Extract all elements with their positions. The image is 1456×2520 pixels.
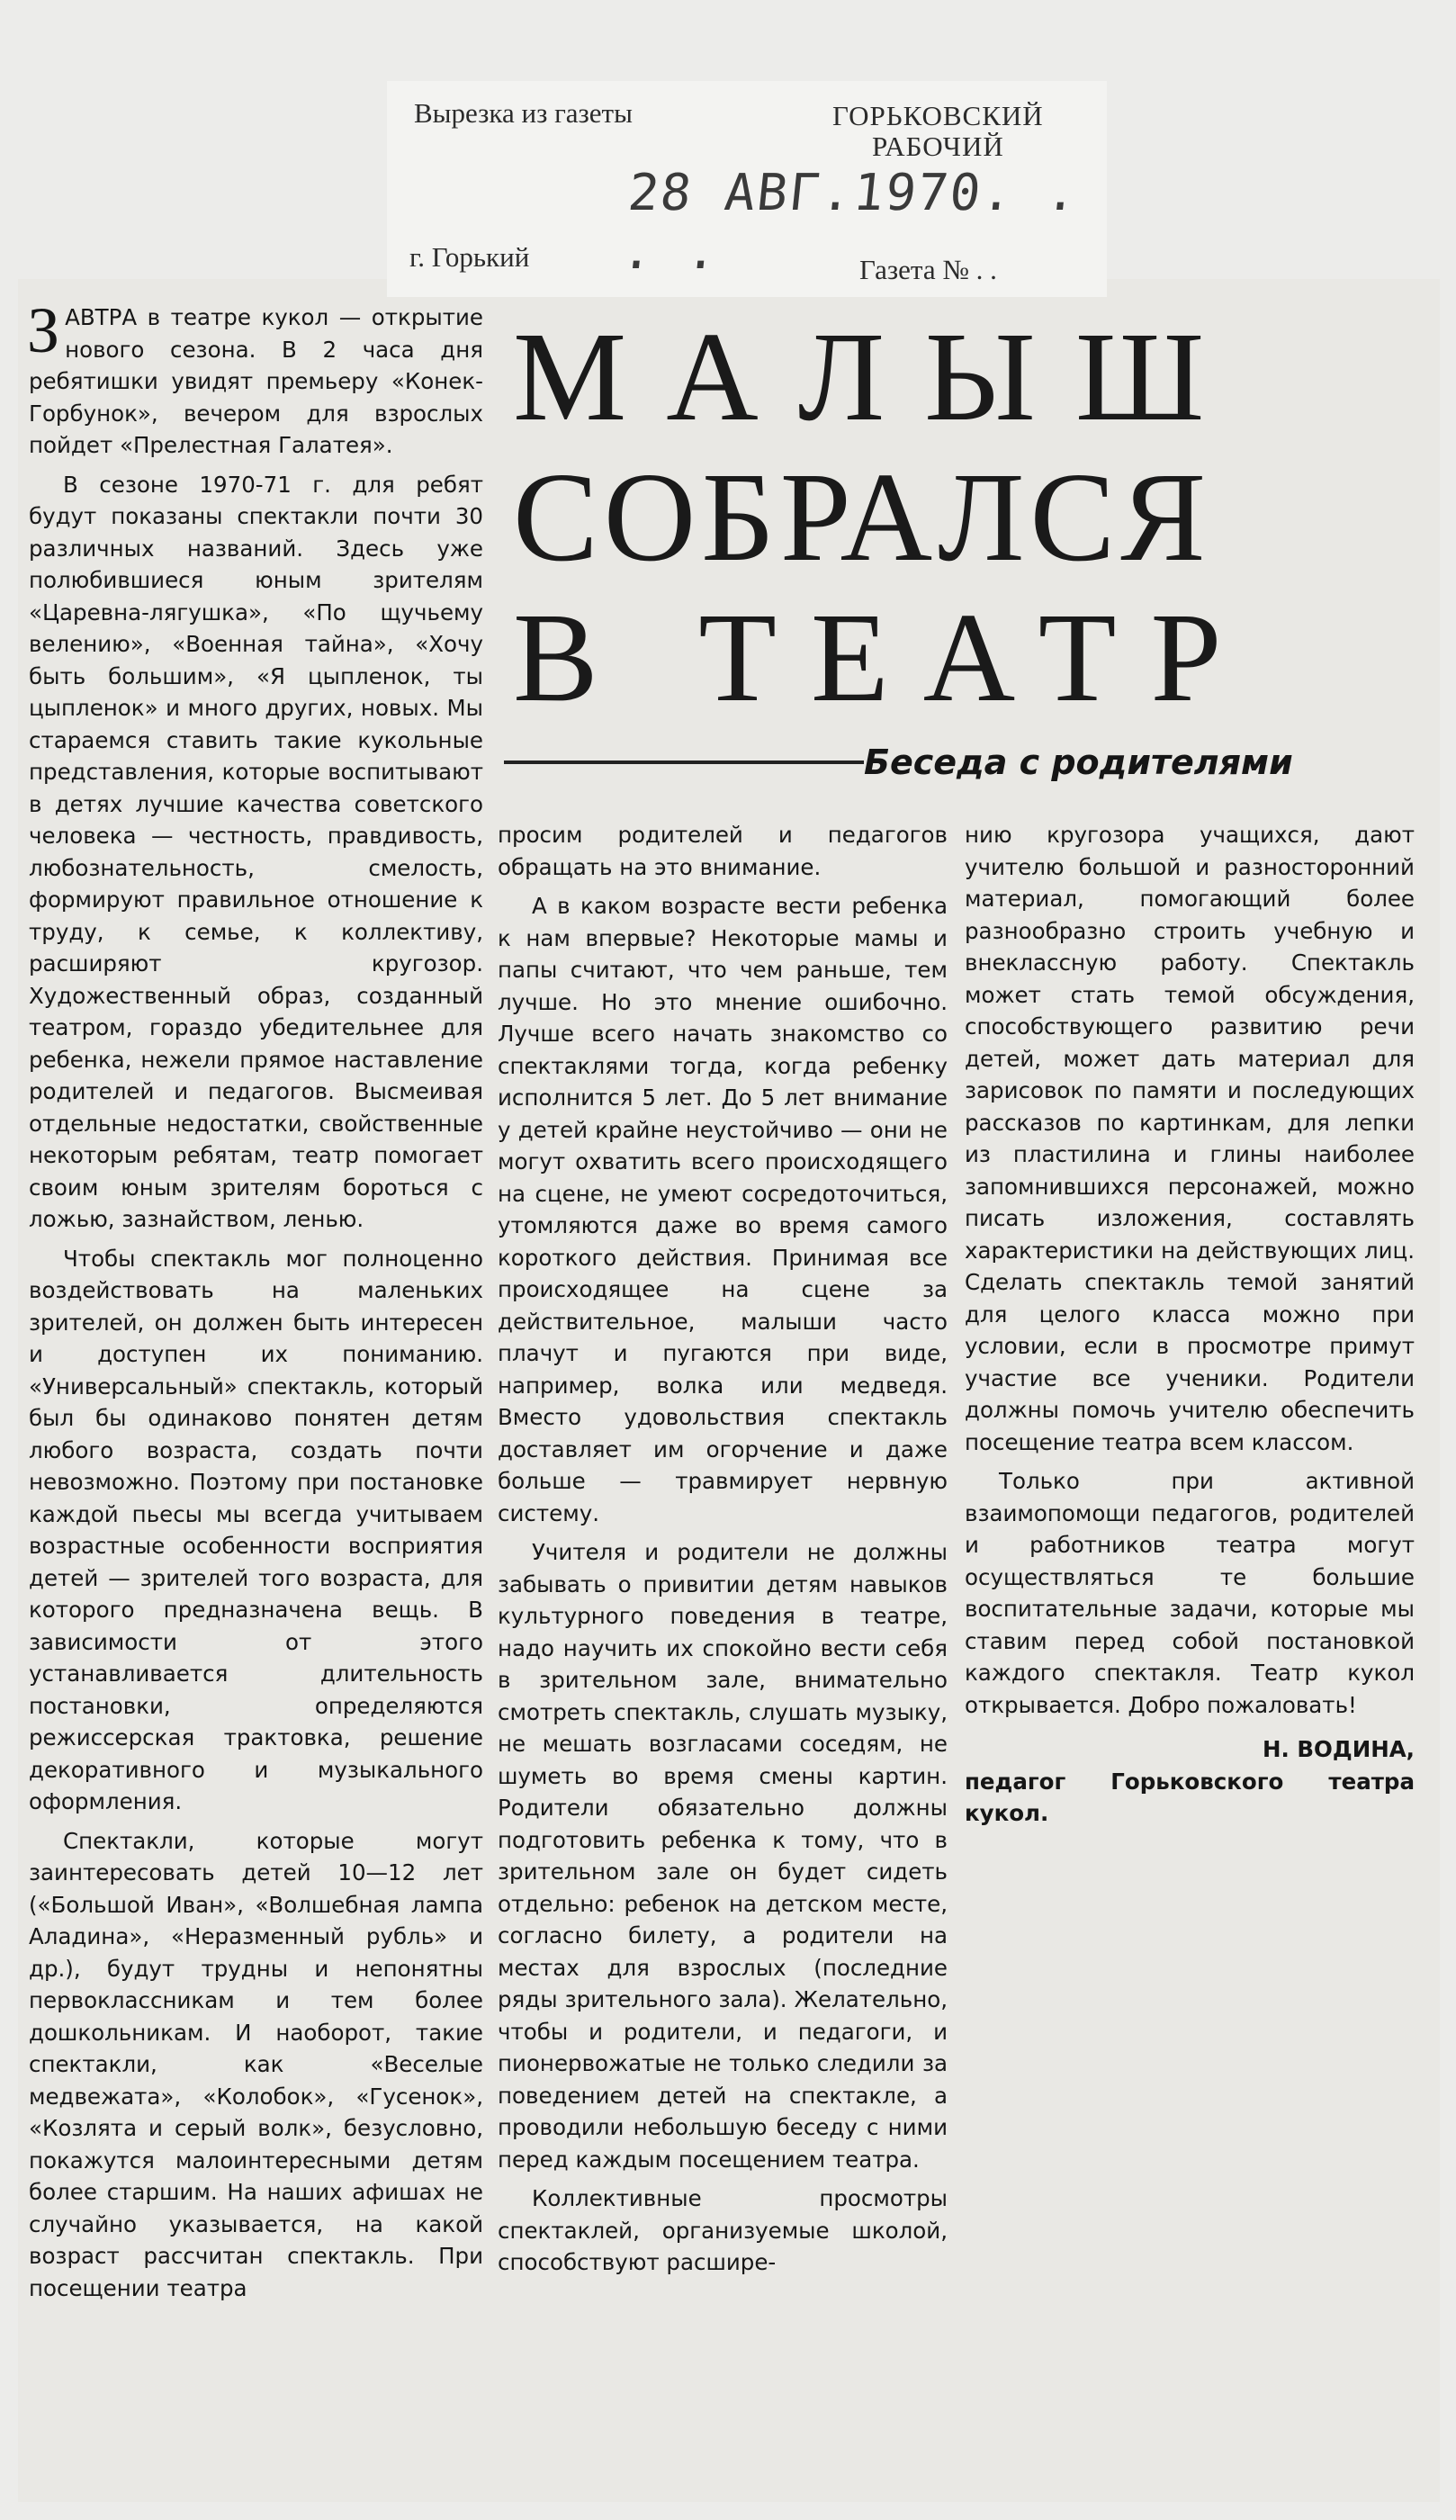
headline-line3: В ТЕАТР: [513, 586, 1256, 728]
headline-line1: МАЛЫШ: [513, 305, 1245, 447]
newspaper-name-line1: ГОРЬКОВСКИЙ: [832, 100, 1044, 131]
headline-block: [495, 292, 1440, 796]
col3-paragraph-1: нию кругозора учащихся, дают учителю большой и разносторонний материал, помогающий более разнообразно строить учебную и внеклассную работу. Спектакль может стать темой обсуждения, способствующего развитию речи детей, может дать материал для зарисовок по памяти и последующих рассказов по картинкам, для лепки из пластилина и глины наиболее запомнившихся персонажей, можно писать изложения, составлять характеристики на действующих лиц. Сделать спектакль темой занятий для целого класса можно при условии, если в просмотре примут участие все ученики. Родители должны помочь учителю обеспечить посещение театра всем классом.: [965, 822, 1415, 1455]
newspaper-name-line2: РАБОЧИЙ: [871, 130, 1004, 162]
stamp-date: 28 АВГ.1970. . . .: [619, 164, 1082, 281]
city-label: г. Горький: [409, 241, 530, 273]
col3-paragraph-2: Только при активной взаимопомощи педагогов, родителей и работников театра могут осуществляться те большие воспитательные задачи, которые мы ставим перед собой постановкой каждого спектакля. Театр кукол открывается. Добро пожаловать!: [965, 1468, 1415, 1718]
subheading: Беседа с родителями: [864, 742, 1293, 782]
subhead-rule: [504, 760, 864, 764]
col1-p1-text: АВТРА в театре кукол — открытие нового сезона. В 2 часа дня ребятишки увидят премьеру «Конек-Горбунок», вечером для взрослых пойдет «Прелестная Галатея».: [29, 304, 483, 458]
author-title: педагог Горьковского театра кукол.: [965, 1768, 1415, 1826]
column-2: [498, 819, 948, 2286]
col2-paragraph-1: просим родителей и педагогов обращать на это внимание.: [498, 822, 948, 880]
headline-line2: СОБРАЛСЯ: [513, 446, 1211, 588]
column-1: [27, 294, 483, 2311]
drop-cap: З: [27, 294, 60, 366]
col2-paragraph-3: Учителя и родители не должны забывать о привитии детям навыков культурного поведения в театре, надо научить их спокойно вести себя в зрительном зале, внимательно смотреть спектакль, слушать музыку, не мешать возгласами соседям, не шуметь во время смены картин. Родители обязательно должны подготовить ребенка к тому, что в зрительном зале он будет сидеть отдельно: ребенок на детском месте, согласно билету, а родители на местах для взрослых (последние ряды зрительного зала). Желательно, чтобы и родители, и педагоги, и пионервожатые не только следили за поведением детей на спектакле, а проводили небольшую беседу с ними перед каждым посещением театра.: [498, 1539, 948, 2173]
col2-paragraph-4: Коллективные просмотры спектаклей, организуемые школой, способствуют расшире-: [498, 2185, 948, 2275]
column-3: [965, 819, 1415, 1837]
col1-paragraph-1: [27, 294, 483, 462]
issue-label: Газета № . .: [859, 254, 997, 285]
clip-label: Вырезка из газеты: [414, 97, 633, 129]
col1-paragraph-4: Спектакли, которые могут заинтересовать детей 10—12 лет («Большой Иван», «Волшебная лампа Аладина», «Неразменный рубль» и др.), будут трудны и непонятны первоклассникам и тем более дошкольникам. И наоборот, такие спектакли, как «Веселые медвежата», «Колобок», «Гусенок», «Козлята и серый волк», безусловно, покажутся малоинтересными детям более старшим. На наших афишах не случайно указывается, на какой возраст рассчитан спектакль. При посещении театра: [29, 1827, 483, 2301]
headline: [513, 306, 1413, 727]
col2-paragraph-2: А в каком возрасте вести ребенка к нам впервые? Некоторые мамы и папы считают, что чем раньше, тем лучше. Но это мнение ошибочно. Лучше всего начать знакомство со спектаклями тогда, когда ребенку исполнится 5 лет. До 5 лет внимание у детей крайне неустойчиво — они не могут охватить всего происходящего на сцене, не умеют сосредоточиться, утомляются даже во время самого короткого действия. Принимая все происходящее на сцене за действительное, малыши часто плачут и пугаются при виде, например, волка или медведя. Вместо удовольствия спектакль доставляет им огорчение и даже больше — травмирует нервную систему.: [498, 893, 948, 1526]
col1-paragraph-3: Чтобы спектакль мог полноценно воздействовать на маленьких зрителей, он должен быть интересен и доступен их пониманию. «Универсальный» спектакль, который был бы одинаково понятен детям любого возраста, создать почти невозможно. Поэтому при постановке каждой пьесы мы всегда учитываем возрастные особенности восприятия детей — зрителей того возраста, для которого предназначена вещь. В зависимости от этого устанавливается длительность постановки, определяются режиссерская трактовка, решение декоративного и музыкального оформления.: [29, 1245, 483, 1814]
author-name: Н. ВОДИНА,: [1263, 1736, 1415, 1762]
clipping-stamp: [387, 81, 1107, 297]
newspaper-name: [832, 101, 1044, 162]
col1-paragraph-2: В сезоне 1970-71 г. для ребят будут показаны спектакли почти 30 различных названий. Здесь уже полюбившиеся юным зрителям «Царевна-лягушка», «По щучьему велению», «Военная тайна», «Хочу быть большим», «Я цыпленок, ты цыпленок» и много других, новых. Мы стараемся ставить такие кукольные представления, которые воспитывают в детях лучшие качества советского человека — честность, правдивость, любознательность, смелость, формируют правильное отношение к труду, к семье, к коллективу, расширяют кругозор. Художественный образ, созданный театром, гораздо убедительнее для ребенка, нежели прямое наставление родителей и педагогов. Высмеивая отдельные недостатки, свойственные некоторым ребятам, театр помогает своим юным зрителям бороться с ложью, зазнайством, ленью.: [29, 471, 483, 1232]
